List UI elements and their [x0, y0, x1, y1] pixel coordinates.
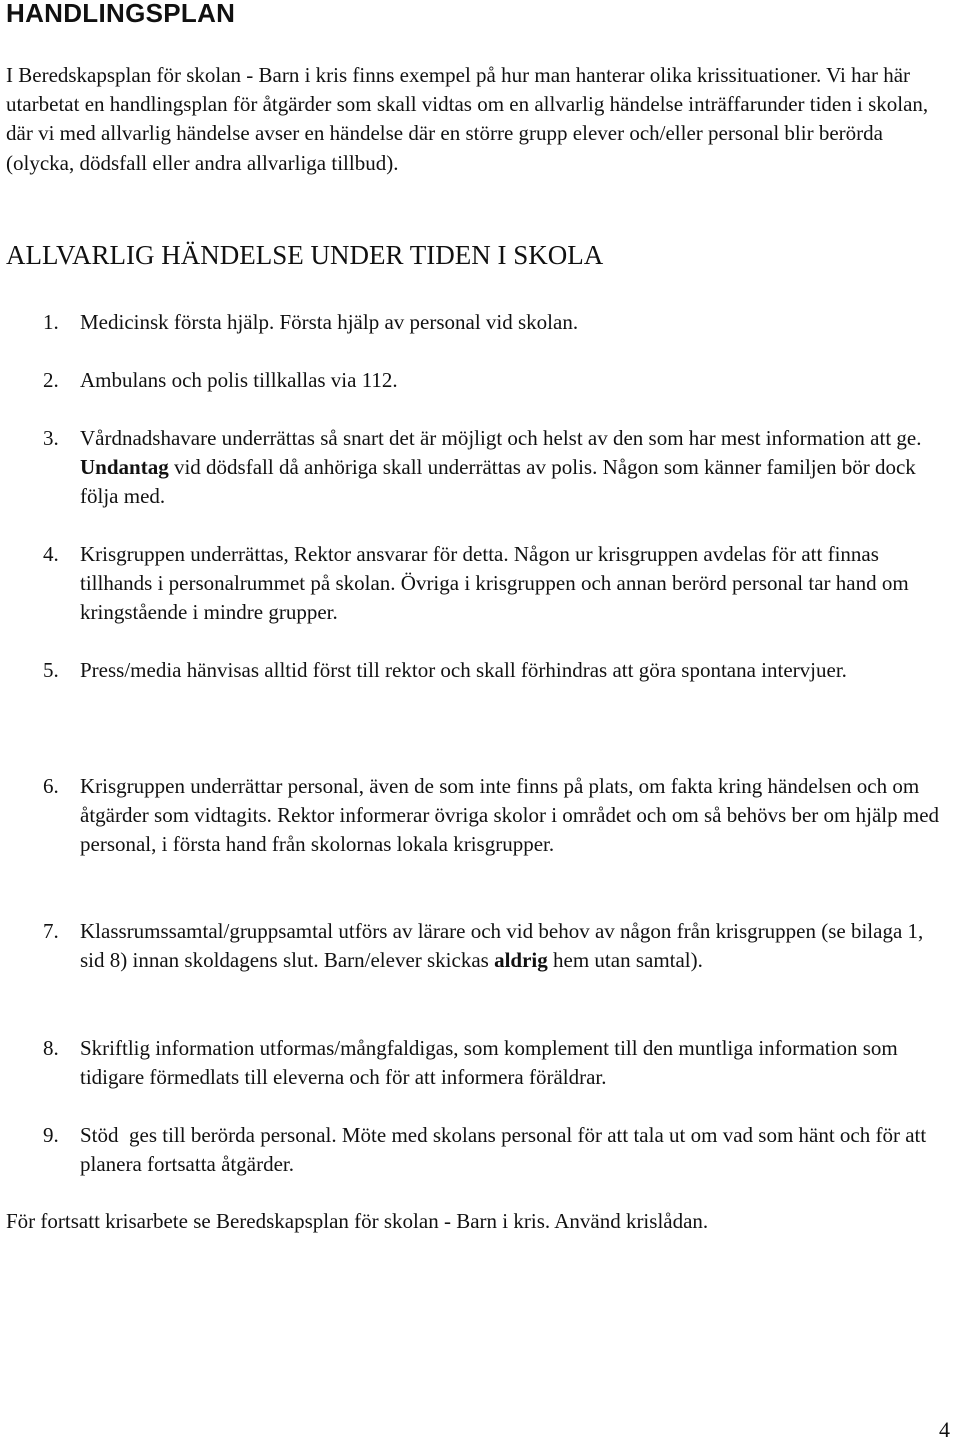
list-item-text: Krisgruppen underrättas, Rektor ansvarar för detta. Någon ur krisgruppen avdelas för att finnas tillhands i personalrummet på skolan. Övriga i krisgruppen och annan berörd personal tar hand om kringstående i mindre grupper.: [80, 542, 909, 624]
list-item-7: [6, 917, 951, 975]
list-item-text: Skriftlig information utformas/mångfaldigas, som komplement till den muntliga information som tidigare förmedlats till eleverna och för att informera föräldrar.: [80, 1036, 898, 1089]
emphasis-aldrig: aldrig: [494, 948, 548, 972]
list-item-number: 5.: [43, 658, 59, 682]
list-item-1: [6, 308, 951, 337]
list-item-text-part: Vårdnadshavare underrättas så snart det är möjligt och helst av den som har mest information att ge.: [80, 426, 922, 450]
list-item-text: Press/media hänvisas alltid först till rektor och skall förhindras att göra spontana intervjuer.: [80, 658, 847, 682]
list-item-text: Stöd ges till berörda personal. Möte med skolans personal för att tala ut om vad som hänt och för att planera fortsatta åtgärder.: [80, 1123, 932, 1176]
list-item-9: [6, 1121, 951, 1179]
list-item-number: 3.: [43, 426, 59, 450]
list-item-8: [6, 1034, 951, 1092]
list-item-text: Krisgruppen underrättar personal, även de som inte finns på plats, om fakta kring händelsen och om åtgärder som vidtagits. Rektor informerar övriga skolor i området och om så behövs ber om hjälp med personal, i första hand från skolornas lokala krisgrupper.: [80, 774, 940, 856]
list-item-5: [6, 656, 951, 685]
closing-paragraph: För fortsatt krisarbete se Beredskapsplan för skolan - Barn i kris. Använd krislådan.: [6, 1209, 709, 1233]
list-item-text-part: hem utan samtal).: [547, 948, 703, 972]
list-item-2: [6, 366, 951, 395]
intro-paragraph: I Beredskapsplan för skolan - Barn i kris finns exempel på hur man hanterar olika krissituationer. Vi har här utarbetat en handlingsplan för åtgärder som skall vidtas om en allvarlig händelse inträffarunder tiden i skolan, där vi med allvarlig händelse avser en händelse där en större grupp elever och/eller personal blir berörda (olycka, dödsfall eller andra allvarliga tillbud).: [6, 63, 929, 175]
section-heading: ALLVARLIG HÄNDELSE UNDER TIDEN I SKOLA: [6, 240, 604, 270]
page-number: 4: [939, 1417, 950, 1442]
list-item-text-part: Klassrumssamtal/gruppsamtal utförs av lärare och vid behov av någon från krisgruppen (se bilaga 1, sid 8) innan skoldagens slut. Barn/elever skickas: [80, 919, 924, 972]
list-item-6: [6, 772, 951, 859]
list-item-number: 2.: [43, 368, 59, 392]
list-item-3: [6, 424, 951, 511]
list-item-text: [80, 917, 951, 975]
list-item-number: 6.: [43, 774, 59, 798]
list-item-number: 1.: [43, 310, 59, 334]
list-item-text: Ambulans och polis tillkallas via 112.: [80, 368, 398, 392]
list-item-text: Medicinsk första hjälp. Första hjälp av personal vid skolan.: [80, 310, 579, 334]
list-item-text-part: vid dödsfall då anhöriga skall underrättas av polis. Någon som känner familjen bör dock följa med.: [80, 455, 916, 508]
list-item-number: 9.: [43, 1123, 59, 1147]
list-item-number: 8.: [43, 1036, 59, 1060]
list-item-text: [80, 424, 951, 511]
emphasis-undantag: Undantag: [80, 455, 169, 479]
list-item-number: 7.: [43, 919, 59, 943]
document-title: HANDLINGSPLAN: [6, 0, 236, 28]
list-item-number: 4.: [43, 542, 59, 566]
list-item-4: [6, 540, 951, 627]
